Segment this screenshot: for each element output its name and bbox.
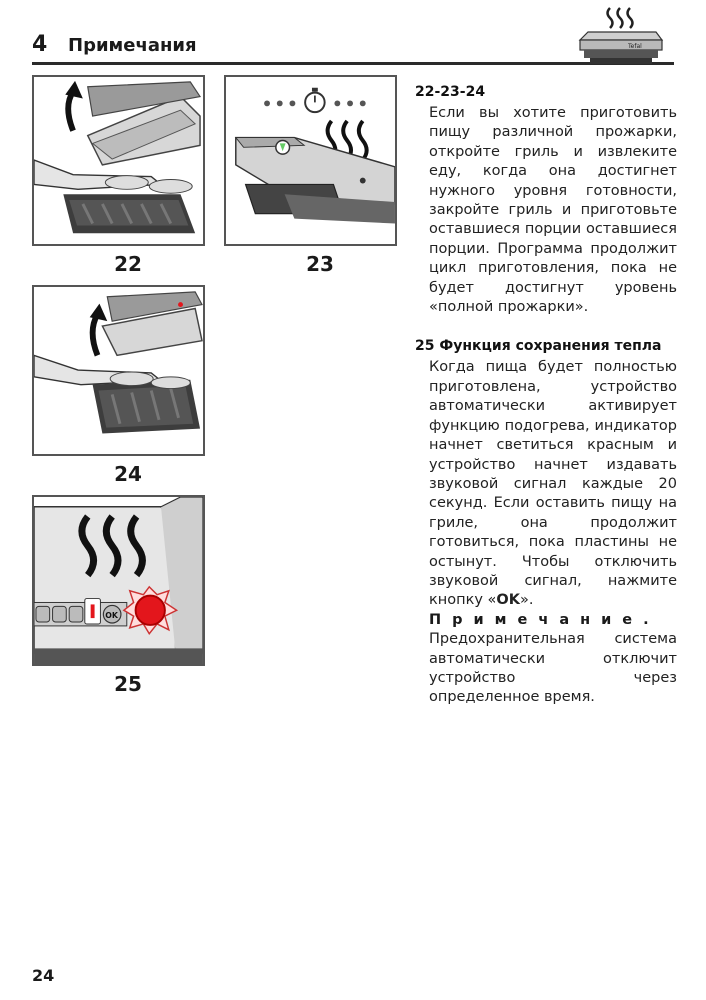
section-heading: 22-23-24 <box>415 84 486 100</box>
thermometer-icon <box>91 604 95 618</box>
section-heading: 25 Функция сохранения тепла <box>415 338 662 355</box>
body-text: Когда пища будет полностью приготовлена, устройство автоматически активирует функцию подогрева, индикатор начнет светиться красным и устройство начнет издавать звуковой сигнал каждые 20 секунд. Если оставить пищу на гриле, она продолжит готовиться, пока пластины не остынут. Чтобы отключить звуковой сигнал, нажмите кнопку « <box>429 359 677 609</box>
logo-wordmark: Tefal <box>628 43 642 50</box>
ok-button-label: OK <box>105 611 118 621</box>
closed-grill-cooking-illustration <box>226 77 395 244</box>
section-body: Если вы хотите приготовить пищу различной прожарки, откройте гриль и извлеките еду, когда она достигнет нужного уровня готовности, закройте гриль и приготовьте оставшиеся порции оставшиеся порции. Программа продолжит цикл приготовления, пока не будет достигнут уровень «полной прожарки». <box>429 105 677 316</box>
figure-25 <box>32 495 205 666</box>
figure-22-number: 22 <box>114 252 142 276</box>
figure-24 <box>32 285 205 456</box>
open-grill-more-food-illustration <box>34 287 203 454</box>
figure-25-number: 25 <box>114 672 142 696</box>
note-body: Предохранительная система автоматически отключит устройство через определенное время. <box>429 631 677 706</box>
grill-logo-icon <box>572 4 668 66</box>
section-body <box>429 358 677 610</box>
page-number: 24 <box>32 966 55 985</box>
section-25-keep-warm <box>415 337 677 707</box>
chapter-title: Примечания <box>68 35 197 56</box>
instructions-column <box>415 83 677 708</box>
section-22-23-24 <box>415 83 677 317</box>
ok-key-label: OK <box>496 592 520 609</box>
note-heading: Примечание. <box>429 611 660 628</box>
body-text-end: ». <box>519 592 534 609</box>
keep-warm-indicator-illustration <box>34 497 203 664</box>
open-grill-remove-food-illustration <box>34 77 203 244</box>
red-indicator-light <box>136 596 165 625</box>
figure-24-number: 24 <box>114 462 142 486</box>
figure-22 <box>32 75 205 246</box>
figure-23-number: 23 <box>306 252 334 276</box>
chapter-number: 4 <box>32 32 48 57</box>
figure-23 <box>224 75 397 246</box>
